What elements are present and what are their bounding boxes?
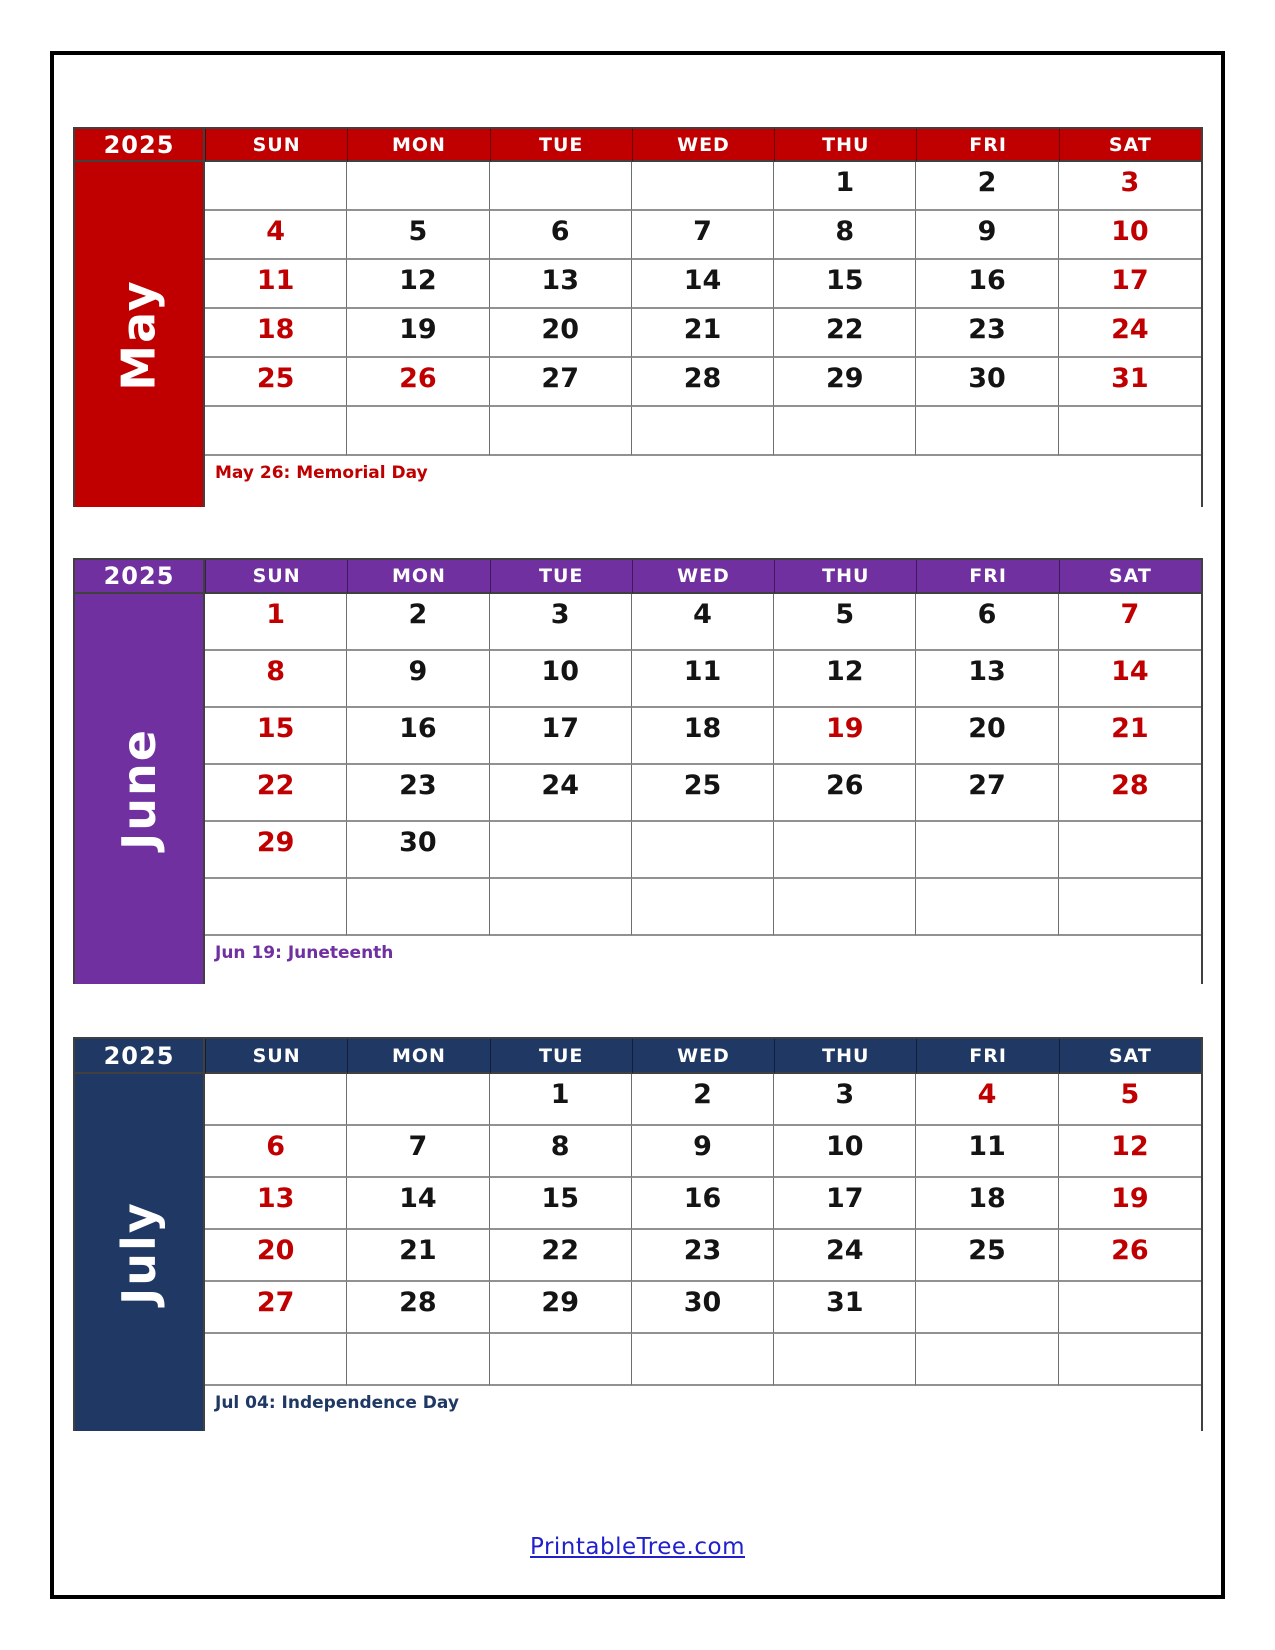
month-name-label: June [112, 728, 166, 850]
date-cell-15: 15 [205, 708, 347, 765]
empty-date-cell [1059, 1282, 1201, 1334]
date-cell-31: 31 [774, 1282, 916, 1334]
date-cell-10: 10 [1059, 211, 1201, 260]
empty-date-cell [205, 1334, 347, 1386]
empty-date-cell [1059, 1334, 1201, 1386]
empty-date-cell [632, 879, 774, 936]
date-cell-26: 26 [347, 358, 489, 407]
date-cell-28: 28 [1059, 765, 1201, 822]
empty-date-cell [347, 407, 489, 456]
day-header-tue: TUE [490, 129, 632, 162]
month-block-may [73, 127, 1203, 507]
date-cell-13: 13 [205, 1178, 347, 1230]
date-cell-16: 16 [347, 708, 489, 765]
empty-date-cell [347, 1074, 489, 1126]
day-header-fri: FRI [916, 129, 1058, 162]
date-cell-30: 30 [916, 358, 1058, 407]
month-sidebar [75, 1074, 205, 1431]
day-header-sun: SUN [205, 560, 347, 594]
date-cell-4: 4 [205, 211, 347, 260]
year-label: 2025 [75, 129, 205, 162]
footer [0, 1534, 1275, 1560]
empty-date-cell [774, 1334, 916, 1386]
day-header-mon: MON [347, 560, 489, 594]
date-cell-20: 20 [490, 309, 632, 358]
date-cell-24: 24 [490, 765, 632, 822]
day-header-thu: THU [774, 1039, 916, 1074]
footer-link[interactable]: PrintableTree.com [530, 1534, 745, 1560]
date-cell-25: 25 [632, 765, 774, 822]
date-cell-19: 19 [1059, 1178, 1201, 1230]
day-header-fri: FRI [916, 560, 1058, 594]
date-cell-18: 18 [205, 309, 347, 358]
empty-date-cell [1059, 822, 1201, 879]
date-cell-19: 19 [347, 309, 489, 358]
empty-date-cell [916, 879, 1058, 936]
date-cell-6: 6 [205, 1126, 347, 1178]
empty-date-cell [916, 1282, 1058, 1334]
empty-date-cell [916, 1334, 1058, 1386]
month-block-june [73, 558, 1203, 984]
date-cell-6: 6 [490, 211, 632, 260]
date-cell-27: 27 [490, 358, 632, 407]
date-cell-23: 23 [916, 309, 1058, 358]
holiday-note: Jun 19: Juneteenth [205, 936, 1201, 984]
day-header-wed: WED [632, 560, 774, 594]
day-header-sat: SAT [1059, 560, 1201, 594]
date-cell-11: 11 [916, 1126, 1058, 1178]
empty-date-cell [347, 1334, 489, 1386]
date-cell-3: 3 [490, 594, 632, 651]
empty-date-cell [1059, 407, 1201, 456]
date-cell-22: 22 [774, 309, 916, 358]
date-cell-9: 9 [916, 211, 1058, 260]
year-label: 2025 [75, 560, 205, 594]
date-cell-10: 10 [490, 651, 632, 708]
month-sidebar [75, 594, 205, 984]
date-cell-28: 28 [632, 358, 774, 407]
date-cell-7: 7 [632, 211, 774, 260]
date-cell-21: 21 [632, 309, 774, 358]
empty-date-cell [490, 822, 632, 879]
date-cell-18: 18 [916, 1178, 1058, 1230]
empty-date-cell [916, 822, 1058, 879]
date-cell-29: 29 [774, 358, 916, 407]
empty-date-cell [490, 879, 632, 936]
date-cell-20: 20 [205, 1230, 347, 1282]
date-cell-7: 7 [1059, 594, 1201, 651]
date-cell-1: 1 [774, 162, 916, 211]
date-cell-16: 16 [916, 260, 1058, 309]
date-cell-10: 10 [774, 1126, 916, 1178]
empty-date-cell [632, 822, 774, 879]
date-cell-22: 22 [205, 765, 347, 822]
date-cell-5: 5 [1059, 1074, 1201, 1126]
date-cell-22: 22 [490, 1230, 632, 1282]
empty-date-cell [490, 1334, 632, 1386]
empty-date-cell [347, 879, 489, 936]
empty-date-cell [916, 407, 1058, 456]
date-cell-14: 14 [347, 1178, 489, 1230]
month-sidebar [75, 162, 205, 507]
day-header-wed: WED [632, 129, 774, 162]
date-cell-5: 5 [347, 211, 489, 260]
date-cell-14: 14 [1059, 651, 1201, 708]
date-cell-18: 18 [632, 708, 774, 765]
empty-date-cell [347, 162, 489, 211]
empty-date-cell [632, 1334, 774, 1386]
date-cell-17: 17 [1059, 260, 1201, 309]
date-cell-8: 8 [774, 211, 916, 260]
date-cell-30: 30 [347, 822, 489, 879]
date-cell-8: 8 [490, 1126, 632, 1178]
date-cell-29: 29 [205, 822, 347, 879]
date-cell-20: 20 [916, 708, 1058, 765]
day-header-mon: MON [347, 1039, 489, 1074]
date-cell-13: 13 [490, 260, 632, 309]
empty-date-cell [774, 822, 916, 879]
date-cell-13: 13 [916, 651, 1058, 708]
empty-date-cell [632, 407, 774, 456]
holiday-note: May 26: Memorial Day [205, 456, 1201, 507]
date-cell-25: 25 [205, 358, 347, 407]
date-cell-14: 14 [632, 260, 774, 309]
empty-date-cell [205, 407, 347, 456]
date-cell-19: 19 [774, 708, 916, 765]
date-cell-23: 23 [347, 765, 489, 822]
date-cell-6: 6 [916, 594, 1058, 651]
year-label: 2025 [75, 1039, 205, 1074]
date-cell-25: 25 [916, 1230, 1058, 1282]
date-cell-1: 1 [490, 1074, 632, 1126]
month-name-label: July [112, 1200, 166, 1305]
day-header-mon: MON [347, 129, 489, 162]
date-cell-17: 17 [774, 1178, 916, 1230]
day-header-tue: TUE [490, 1039, 632, 1074]
date-cell-8: 8 [205, 651, 347, 708]
date-cell-21: 21 [1059, 708, 1201, 765]
month-block-july [73, 1037, 1203, 1431]
empty-date-cell [205, 162, 347, 211]
date-cell-17: 17 [490, 708, 632, 765]
date-cell-2: 2 [916, 162, 1058, 211]
date-cell-5: 5 [774, 594, 916, 651]
day-header-sat: SAT [1059, 129, 1201, 162]
day-header-sun: SUN [205, 1039, 347, 1074]
date-cell-11: 11 [632, 651, 774, 708]
day-header-fri: FRI [916, 1039, 1058, 1074]
date-cell-2: 2 [632, 1074, 774, 1126]
date-cell-24: 24 [774, 1230, 916, 1282]
day-header-thu: THU [774, 129, 916, 162]
date-cell-21: 21 [347, 1230, 489, 1282]
date-cell-26: 26 [1059, 1230, 1201, 1282]
date-cell-29: 29 [490, 1282, 632, 1334]
empty-date-cell [774, 879, 916, 936]
day-header-tue: TUE [490, 560, 632, 594]
date-cell-15: 15 [774, 260, 916, 309]
holiday-note: Jul 04: Independence Day [205, 1386, 1201, 1431]
date-cell-9: 9 [632, 1126, 774, 1178]
day-header-sat: SAT [1059, 1039, 1201, 1074]
date-cell-1: 1 [205, 594, 347, 651]
date-cell-27: 27 [205, 1282, 347, 1334]
date-cell-24: 24 [1059, 309, 1201, 358]
date-cell-23: 23 [632, 1230, 774, 1282]
date-cell-15: 15 [490, 1178, 632, 1230]
date-cell-16: 16 [632, 1178, 774, 1230]
date-cell-12: 12 [1059, 1126, 1201, 1178]
empty-date-cell [205, 1074, 347, 1126]
date-cell-12: 12 [774, 651, 916, 708]
date-cell-28: 28 [347, 1282, 489, 1334]
empty-date-cell [1059, 879, 1201, 936]
date-cell-4: 4 [916, 1074, 1058, 1126]
date-cell-2: 2 [347, 594, 489, 651]
day-header-wed: WED [632, 1039, 774, 1074]
day-header-thu: THU [774, 560, 916, 594]
date-cell-7: 7 [347, 1126, 489, 1178]
date-cell-27: 27 [916, 765, 1058, 822]
empty-date-cell [774, 407, 916, 456]
date-cell-3: 3 [774, 1074, 916, 1126]
date-cell-12: 12 [347, 260, 489, 309]
date-cell-3: 3 [1059, 162, 1201, 211]
date-cell-4: 4 [632, 594, 774, 651]
empty-date-cell [490, 162, 632, 211]
day-header-sun: SUN [205, 129, 347, 162]
date-cell-31: 31 [1059, 358, 1201, 407]
date-cell-26: 26 [774, 765, 916, 822]
empty-date-cell [490, 407, 632, 456]
date-cell-11: 11 [205, 260, 347, 309]
empty-date-cell [205, 879, 347, 936]
month-name-label: May [111, 278, 166, 391]
empty-date-cell [632, 162, 774, 211]
date-cell-30: 30 [632, 1282, 774, 1334]
date-cell-9: 9 [347, 651, 489, 708]
